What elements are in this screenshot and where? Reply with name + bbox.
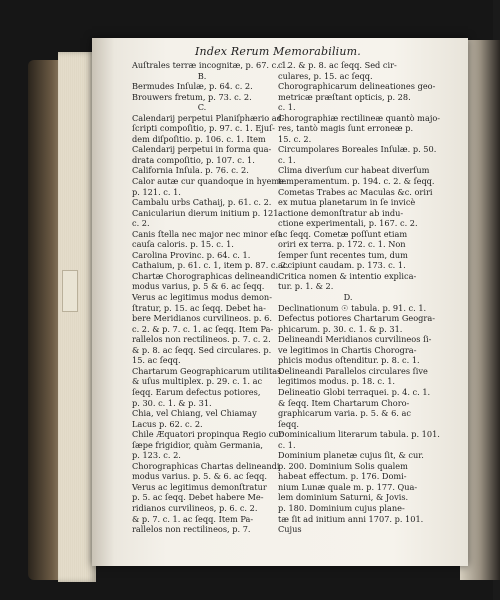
- index-line: c. 1.: [278, 154, 296, 165]
- index-line: temperamentum. p. 194. c. 2. & ſeqq.: [278, 176, 435, 187]
- index-line: D.: [343, 292, 353, 303]
- index-line: drata compoſitio, p. 107. c. 1.: [132, 154, 255, 165]
- index-line: c. 2. & p. 8. ac ſeqq. Sed cir-: [278, 60, 397, 70]
- index-line: Critica nomen & intentio explica-: [278, 270, 417, 281]
- index-line: Verus ac legitimus demonſtratur: [132, 481, 267, 492]
- index-line: 15. ac ſeqq.: [132, 355, 181, 366]
- index-line: phicarum. p. 30. c. 1. & p. 31.: [278, 323, 403, 334]
- index-line: Chorographiæ rectilineæ quantò majo-: [278, 112, 441, 123]
- index-line: Defectus potiores Chartarum Geogra-: [278, 313, 435, 324]
- index-line: Caniculariun dierum initium p. 121.: [132, 207, 282, 218]
- index-line: Dominicalium literarum tabula. p. 101.: [278, 429, 440, 440]
- index-line: c. 1.: [278, 102, 296, 113]
- index-line: Carolina Provinc. p. 64. c. 1.: [132, 249, 251, 260]
- index-line: ſtratur, p. 15. ac ſeqq. Debet ha-: [132, 302, 266, 313]
- bookmark-strip: [62, 270, 78, 312]
- index-line: modus varius. p. 5. & 6. ac ſeqq.: [132, 471, 267, 482]
- index-line: ſemper ſunt recentes tum, dum: [278, 249, 408, 260]
- index-line: & p. 7. c. 1. ac ſeqq. Item Pa-: [132, 513, 254, 524]
- index-line: & uſus multiplex. p. 29. c. 1. ac: [132, 376, 263, 387]
- index-line: C.: [197, 102, 207, 113]
- index-line: Clima diverſum cur habeat diverſum: [278, 165, 430, 176]
- index-line: p. 30. c. 1. & p. 31.: [132, 397, 212, 408]
- index-line: c. 2. & p. 7. c. 1. ac ſeqq. Item Pa-: [132, 323, 274, 334]
- index-line: Delineatio Globi terraquei. p. 4. c. 1.: [278, 386, 431, 397]
- index-line: p. 5. ac ſeqq. Debet habere Me-: [132, 492, 264, 503]
- index-line: ac ſeqq. Cometæ poſſunt etiam: [278, 228, 408, 239]
- index-line: Chartæ Chorographicas delineandi: [132, 270, 279, 281]
- page-header: Index Rerum Memorabilium.: [195, 45, 361, 58]
- index-line: legitimos modus. p. 18. c. 1.: [278, 376, 396, 387]
- index-line: res, tantò magis ſunt erroneæ p.: [278, 123, 414, 134]
- index-line: p. 200. Dominium Solis qualem: [278, 460, 408, 471]
- index-line: Circumpolares Boreales Inſulæ. p. 50.: [278, 144, 437, 155]
- index-line: oriri ex terra. p. 172. c. 1. Non: [278, 239, 406, 250]
- index-line: accipiunt caudam. p. 173. c. 1.: [278, 260, 406, 271]
- index-line: Delineandi Meridianos curvilineos ſi-: [278, 334, 432, 345]
- index-line: ſeqq. Earum defectus potiores,: [132, 386, 261, 397]
- index-line: ctione experimentali, p. 167. c. 2.: [278, 218, 418, 229]
- index-line: Delineandi Parallelos circulares ſive: [278, 365, 428, 376]
- index-line: Brouwers fretum, p. 73. c. 2.: [132, 91, 252, 102]
- index-line: B.: [197, 70, 207, 81]
- index-line: Chartarum Geographicarum utilitas: [132, 365, 282, 376]
- index-line: & p. 8. ac ſeqq. Sed circulares. p.: [132, 344, 272, 355]
- index-line: Verus ac legitimus modus demon-: [132, 292, 272, 303]
- index-line: c. 2.: [132, 218, 150, 229]
- index-line: 15. c. 2.: [278, 133, 312, 144]
- index-line: Chile Æquatori propinqua Regio cur: [132, 429, 283, 440]
- index-line: p. 123. c. 2.: [132, 450, 181, 461]
- index-line: Calendarij perpetui in forma qua-: [132, 144, 272, 155]
- index-line: nium Lunæ quale m. p. 177. Qua-: [278, 481, 418, 492]
- index-column-right: [278, 60, 441, 535]
- index-line: dem diſpoſitio. p. 106. c. 1. Item: [132, 133, 266, 144]
- index-line: ſæpe frigidior, quàm Germania,: [132, 439, 263, 450]
- index-line: culares, p. 15. ac ſeqq.: [278, 70, 373, 81]
- index-line: habeat effectum. p. 176. Domi-: [278, 471, 407, 482]
- index-line: Canis ſtella nec major nec minor eſt: [132, 228, 282, 239]
- index-line: phicis modus oſtenditur. p. 8. c. 1.: [278, 355, 420, 366]
- index-line: Bermudes Inſulæ, p. 64. c. 2.: [132, 81, 253, 92]
- index-line: & ſeqq. Item Chartarum Choro-: [278, 397, 410, 408]
- index-line: Declinationum ☉ tabula. p. 91. c. 1.: [278, 302, 427, 313]
- index-line: Cometas Trabes ac Maculas &c. oriri: [278, 186, 433, 197]
- index-line: Chia, vel Chiang, vel Chiamay: [132, 408, 257, 419]
- index-line: p. 121. c. 1.: [132, 186, 181, 197]
- index-line: modus varius, p. 5 & 6. ac ſeqq.: [132, 281, 265, 292]
- index-line: California Inſula. p. 76. c. 2.: [132, 165, 249, 176]
- index-line: ex mutua planetarum in ſe invicè: [278, 197, 416, 208]
- index-line: actione demonſtratur ab indu-: [278, 207, 404, 218]
- index-line: Calor autæ cur quandoque in hyeme.: [132, 176, 287, 187]
- index-line: ridianos curvilineos, p. 6. c. 2.: [132, 502, 258, 513]
- index-line: ſcripti compoſitio, p. 97. c. 1. Ejuſ-: [132, 123, 275, 134]
- index-line: Dominium planetæ cujus ſit, & cur.: [278, 450, 424, 461]
- index-line: Cambalu urbs Cathaij, p. 61. c. 2.: [132, 197, 272, 208]
- index-line: Cathaium, p. 61. c. 1, item p. 87. c. 2.: [132, 260, 289, 271]
- index-line: lem dominium Saturni, & Jovis.: [278, 492, 409, 503]
- index-line: Auſtrales terræ incognitæ, p. 67. c. 1.: [132, 60, 290, 70]
- index-line: metricæ præſtant opticis, p. 28.: [278, 91, 411, 102]
- index-line: p. 180. Dominium cujus plane-: [278, 502, 405, 513]
- page-edges: [58, 52, 96, 582]
- index-line: bere Meridianos curvilineos. p. 6.: [132, 313, 272, 324]
- index-line: Chorographicarum delineationes geo-: [278, 81, 436, 92]
- index-line: c. 1.: [278, 439, 296, 450]
- index-line: Cujus: [278, 524, 302, 535]
- index-line: ſeqq.: [278, 418, 299, 429]
- index-line: graphicarum varia. p. 5. & 6. ac: [278, 408, 411, 419]
- index-line: rallelos non rectilineos, p. 7.: [132, 524, 251, 535]
- index-line: Calendarij perpetui Planiſphærio ad-: [132, 112, 285, 123]
- index-line: rallelos non rectilineos. p. 7. c. 2.: [132, 334, 271, 345]
- index-line: ve legitimos in Chartis Chorogra-: [278, 344, 417, 355]
- index-line: tæ ſit ad initium anni 1707. p. 101.: [278, 513, 424, 524]
- index-line: Chorographicas Chartas delineandi: [132, 460, 280, 471]
- index-line: Lacus p. 62. c. 2.: [132, 418, 203, 429]
- index-line: tur. p. 1. & 2.: [278, 281, 334, 292]
- index-line: cauſa caloris. p. 15. c. 1.: [132, 239, 234, 250]
